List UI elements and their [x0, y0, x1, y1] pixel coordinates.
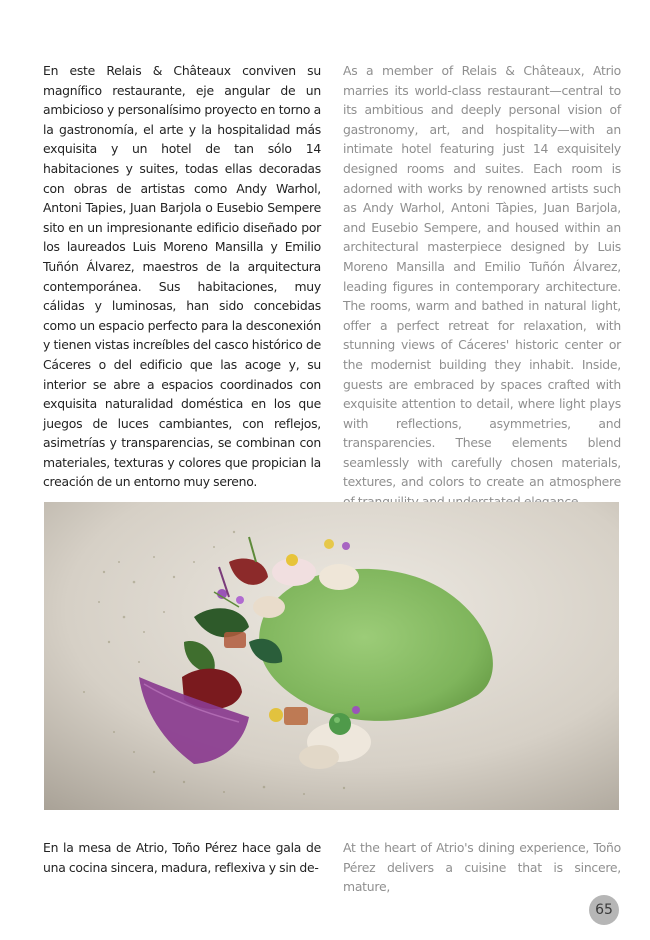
- page-number: 65: [589, 895, 619, 925]
- continuation-text-spanish: En la mesa de Atrio, Toño Pérez hace gala de una cocina sincera, madura, reflexiva y sin de-: [43, 840, 321, 875]
- intro-text-english: As a member of Relais & Châteaux, Atrio marries its world-class restaurant—central to its ambitious and deeply personal vision of gastronomy, art, and hospitality—with an intimate hotel featuring just 14 exquisitely designed rooms and suites. Each room is adorned with works by renowned artists such as Andy Warhol, Antoni Tàpies, Juan Barjola, and Eusebio Sempere, and housed within an architectural masterpiece designed by Luis Moreno Mansilla and Emilio Tuñón Álvarez, leading figures in contemporary architecture. The rooms, warm and bathed in natural light, offer a perfect retreat for relaxation, with stunning views of Cáceres' historic center or the modernist building they inhabit. Inside, guests are embraced by spaces crafted with exquisite attention to detail, where light plays with reflections, asymmetries, and transparencies. These elements blend seamlessly with carefully chosen materials, textures, and colors to create an atmosphere: [343, 63, 621, 490]
- continuation-text-english: At the heart of Atrio's dining experience, Toño Pérez delivers a cuisine that is sincere, mature,: [343, 840, 621, 895]
- dish-illustration: [44, 502, 619, 810]
- intro-text-spanish: En este Relais & Châteaux conviven su magnífico restaurante, eje angular de un ambicioso y personalísimo proyecto en torno a la gastronomía, el arte y la hospitalidad más exquisita y un hotel de tan sólo 14 habitaciones y suites, todas ellas decoradas con obras de artistas como Andy Warhol, Antoni Tapies, Juan Barjola o Eusebio Sempere sito en un impresionante edificio diseñado por los laureados Luis Moreno Mansilla y Emilio Tuñón Álvarez, maestros de la arquitectura contemporánea. Sus habitaciones, muy cálidas y luminosas, han sido concebidas como un espacio perfecto para la desconexión y tienen vistas increíbles del casco histórico de Cáceres o del edificio que las acoge y, su interior se abre a espacios coordinados con exquisita naturalidad doméstica en los que juegos de luces cambiantes, con reflejos, asimetrías y transparencias, se combinan con materiales, texturas y colores que propician la creación de un entorno muy sereno.: [43, 63, 321, 490]
- dish-photo: [44, 502, 619, 810]
